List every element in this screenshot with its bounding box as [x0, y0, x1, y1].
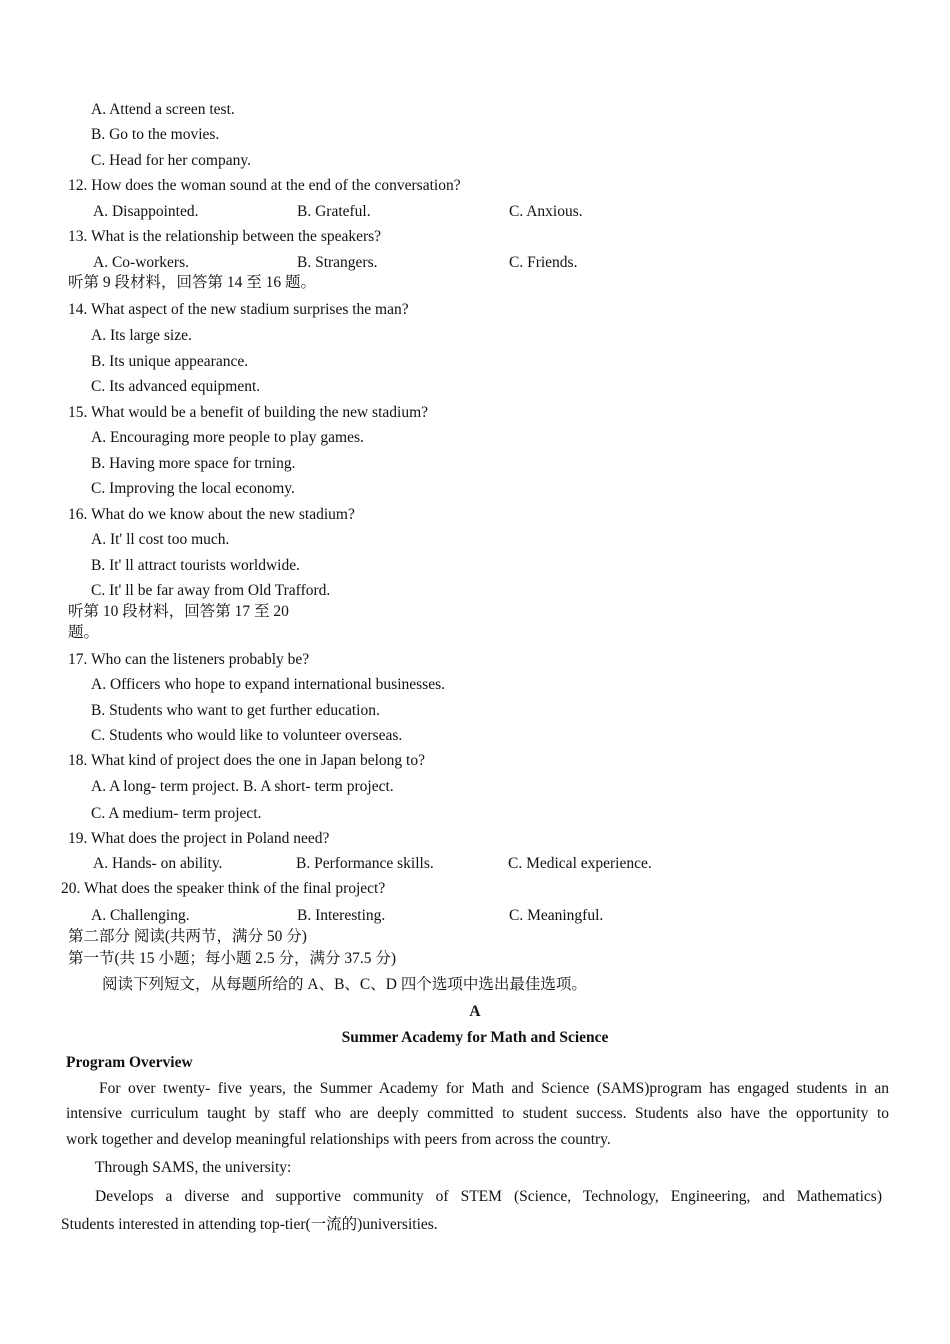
part2-title: 第二部分 阅读(共两节，满分 50 分)	[68, 928, 307, 945]
q11-option-c: C. Head for her company.	[91, 152, 251, 169]
q18-option-c: C. A medium- term project.	[91, 805, 262, 822]
q16-option-b: B. It' ll attract tourists worldwide.	[91, 557, 300, 574]
section-10-instruction-line2: 题。	[68, 624, 100, 641]
q14-option-b: B. Its unique appearance.	[91, 353, 249, 370]
passage-p3-line1: Develops a diverse and supportive community of STEM (Science, Technology, Engineering, and Mathematics)	[95, 1188, 882, 1205]
q16-option-a: A. It' ll cost too much.	[91, 531, 230, 548]
q12-stem: 12. How does the woman sound at the end of the conversation?	[68, 177, 461, 194]
q13-option-a: A. Co-workers.	[93, 254, 189, 271]
q13-option-c: C. Friends.	[509, 254, 578, 271]
q14-stem: 14. What aspect of the new stadium surprises the man?	[68, 301, 409, 318]
q20-option-b: B. Interesting.	[297, 907, 386, 924]
q19-stem: 19. What does the project in Poland need?	[68, 830, 330, 847]
q17-option-c: C. Students who would like to volunteer overseas.	[91, 727, 403, 744]
section-9-instruction: 听第 9 段材料，回答第 14 至 16 题。	[68, 274, 317, 291]
q16-option-c: C. It' ll be far away from Old Trafford.	[91, 582, 331, 599]
q18-options-ab: A. A long- term project. B. A short- term project.	[91, 778, 394, 795]
q20-stem: 20. What does the speaker think of the final project?	[61, 880, 386, 897]
q12-option-c: C. Anxious.	[509, 203, 583, 220]
q14-option-a: A. Its large size.	[91, 327, 192, 344]
q15-stem: 15. What would be a benefit of building the new stadium?	[68, 404, 429, 421]
q20-option-c: C. Meaningful.	[509, 907, 604, 924]
passage-p2: Through SAMS, the university:	[95, 1159, 292, 1176]
q15-option-a: A. Encouraging more people to play games.	[91, 429, 364, 446]
q16-stem: 16. What do we know about the new stadium?	[68, 506, 355, 523]
passage-letter: A	[469, 1003, 481, 1020]
passage-p3-line2: Students interested in attending top-tier(一流的)universities.	[61, 1216, 438, 1233]
q18-stem: 18. What kind of project does the one in Japan belong to?	[68, 752, 425, 769]
q12-option-a: A. Disappointed.	[93, 203, 199, 220]
part2-section1: 第一节(共 15 小题；每小题 2.5 分，满分 37.5 分)	[68, 950, 397, 967]
part2-instruction: 阅读下列短文，从每题所给的 A、B、C、D 四个选项中选出最佳选项。	[102, 976, 587, 993]
section-10-instruction-line1: 听第 10 段材料，回答第 17 至 20	[68, 603, 289, 620]
q11-option-a: A. Attend a screen test.	[91, 101, 235, 118]
q15-option-b: B. Having more space for trning.	[91, 455, 296, 472]
q13-stem: 13. What is the relationship between the speakers?	[68, 228, 382, 245]
passage-heading: Program Overview	[66, 1054, 193, 1071]
q11-option-b: B. Go to the movies.	[91, 126, 220, 143]
q20-option-a: A. Challenging.	[91, 907, 190, 924]
q17-option-a: A. Officers who hope to expand international businesses.	[91, 676, 445, 693]
passage-title: Summer Academy for Math and Science	[341, 1029, 609, 1046]
q15-option-c: C. Improving the local economy.	[91, 480, 295, 497]
passage-p1-line3: work together and develop meaningful relationships with peers from across the country.	[66, 1131, 611, 1148]
q12-option-b: B. Grateful.	[297, 203, 371, 220]
q17-stem: 17. Who can the listeners probably be?	[68, 651, 310, 668]
q13-option-b: B. Strangers.	[297, 254, 378, 271]
passage-p1-line2: intensive curriculum taught by staff who are deeply committed to student success. Students also have the opportunity to	[66, 1105, 889, 1122]
q14-option-c: C. Its advanced equipment.	[91, 378, 261, 395]
q19-option-c: C. Medical experience.	[508, 855, 652, 872]
q17-option-b: B. Students who want to get further education.	[91, 702, 380, 719]
q19-option-b: B. Performance skills.	[296, 855, 434, 872]
passage-p1-line1: For over twenty- five years, the Summer Academy for Math and Science (SAMS)program has engaged students in an	[99, 1080, 889, 1097]
q19-option-a: A. Hands- on ability.	[93, 855, 223, 872]
